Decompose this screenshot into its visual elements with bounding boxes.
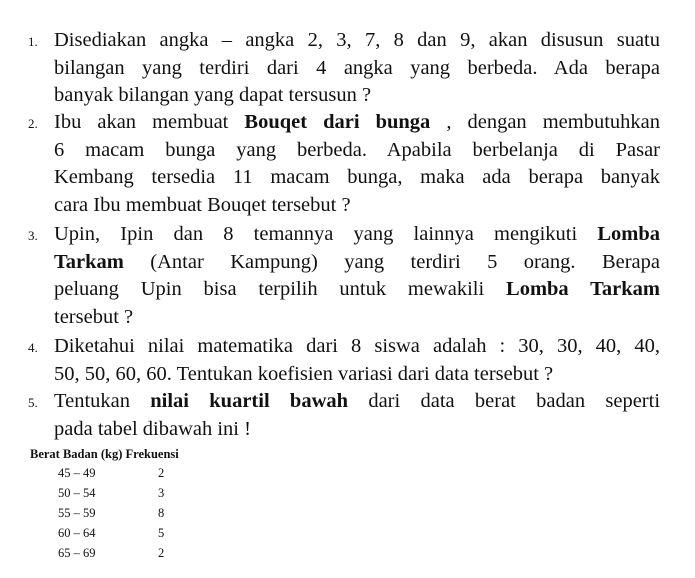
question-text [54,109,660,219]
frequency-cell: 5 [158,526,165,540]
question-5 [28,388,660,443]
question-number: 3. [28,228,38,243]
bold-term: Tarkam [54,250,124,273]
text-line: 50, 50, 60, 60. Tentukan koefisien variasi dari data tersebut ? [54,362,554,385]
question-text [54,221,660,331]
range-cell: 55 – 59 [58,506,96,520]
text-line: tersebut ? [54,305,134,328]
range-cell: 60 – 64 [58,526,96,540]
text-segment: dari data berat badan seperti [348,390,661,412]
table-row [30,483,210,503]
text-line [54,221,660,249]
frequency-cell: 2 [158,546,165,560]
text-line: Kembang tersedia 11 macam bunga, maka ada berapa banyak [54,166,660,188]
frequency-cell: 2 [158,466,165,480]
text-segment: Tentukan [54,390,151,412]
range-cell: 45 – 49 [58,466,96,480]
text-line: bilangan yang terdiri dari 4 angka yang berbeda. Ada berapa [54,56,660,79]
table-row [30,523,210,543]
text-line: pada tabel dibawah ini ! [54,417,251,440]
question-number: 2. [28,116,38,131]
question-3 [28,221,660,331]
text-segment: Ibu akan membuat [54,111,245,133]
text-line [54,249,660,277]
question-number: 5. [28,395,38,410]
text-line [54,109,660,137]
frequency-cell: 3 [158,486,165,500]
table-row [30,503,210,523]
question-2 [28,109,660,219]
table-row [30,463,210,483]
weight-frequency-table [30,446,210,563]
bold-term: Lomba Tarkam [506,278,660,300]
range-cell: 65 – 69 [58,546,96,560]
frequency-cell: 8 [158,506,165,520]
question-4 [28,333,660,388]
table-row [30,543,210,563]
text-segment: peluang Upin bisa terpilih untuk mewakili [54,278,507,300]
text-segment: (Antar Kampung) yang terdiri 5 orang. Berapa [123,250,660,273]
text-line: Disediakan angka – angka 2, 3, 7, 8 dan 9, akan disusun suatu [54,29,660,51]
question-number: 1. [28,34,38,49]
text-line: 6 macam bunga yang berbeda. Apabila berbelanja di Pasar [54,138,660,161]
text-line: Diketahui nilai matematika dari 8 siswa adalah : 30, 30, 40, 40, [54,335,660,357]
text-segment: Upin, Ipin dan 8 temannya yang lainnya mengikuti [54,223,598,245]
text-line: banyak bilangan yang dapat tersusun ? [54,84,372,106]
text-line [54,276,660,304]
question-number: 4. [28,340,38,355]
bold-term: nilai kuartil bawah [150,390,349,412]
question-text [54,333,660,388]
table-header: Berat Badan (kg) Frekuensi [30,447,179,461]
bold-term: Bouqet dari bunga [244,111,431,133]
text-segment: , dengan membutuhkan [430,111,661,133]
question-1 [28,27,660,110]
text-line [54,388,660,416]
bold-term: Lomba [597,223,660,245]
question-text [54,27,660,110]
text-line: cara Ibu membuat Bouqet tersebut ? [54,193,351,216]
range-cell: 50 – 54 [58,486,96,500]
question-text [54,388,660,443]
